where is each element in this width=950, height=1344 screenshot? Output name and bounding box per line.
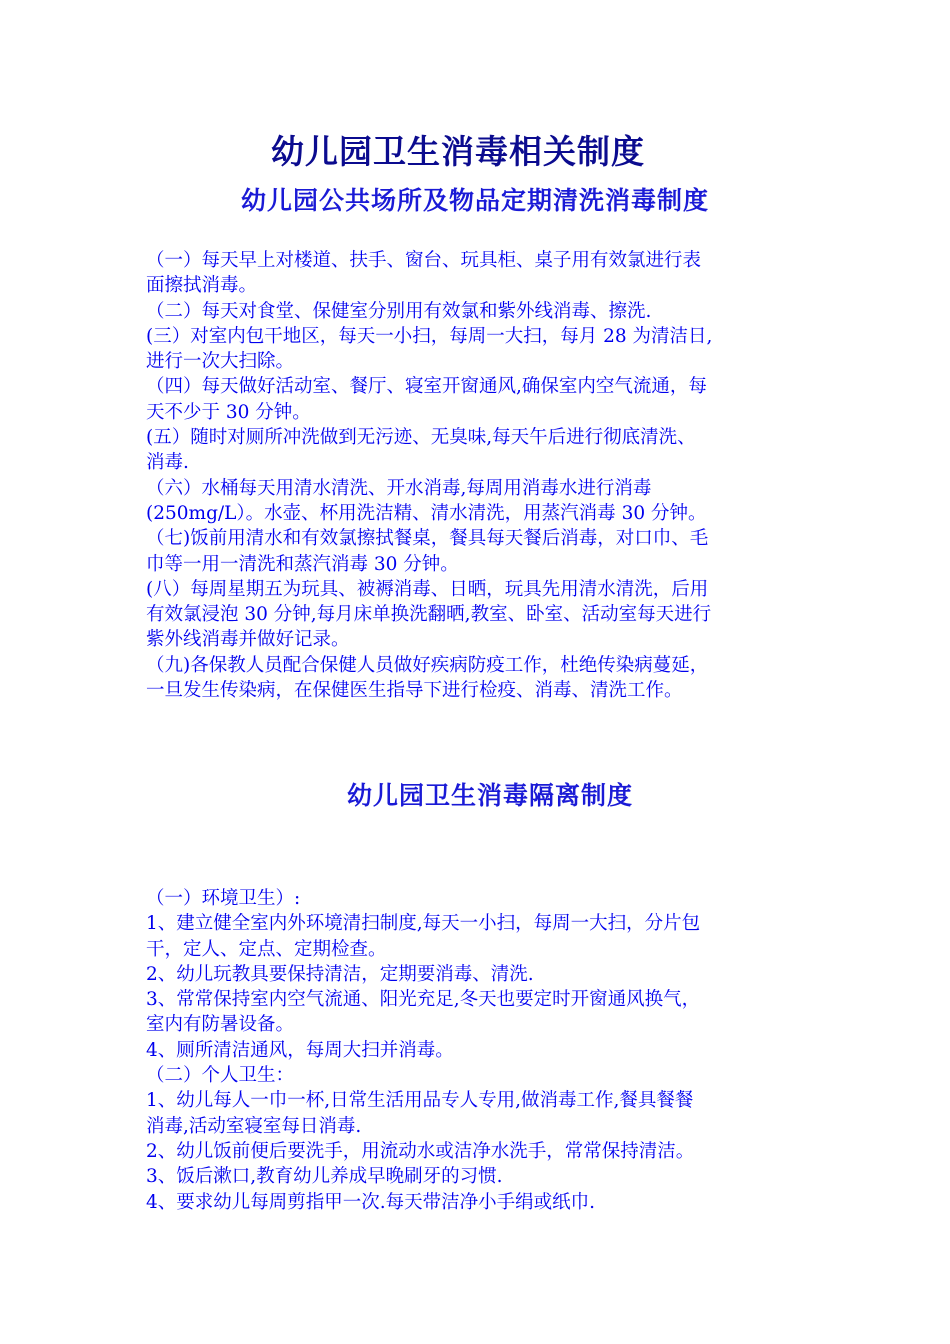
section-1-title: 幼儿园公共场所及物品定期清洗消毒制度 xyxy=(240,186,709,215)
text-line: （九)各保教人员配合保健人员做好疾病防疫工作，杜绝传染病蔓延， xyxy=(146,654,709,676)
text-line: 4、要求幼儿每周剪指甲一次.每天带洁净小手绢或纸巾. xyxy=(146,1191,596,1213)
text-line: （六）水桶每天用清水清洗、开水消毒,每周用消毒水进行消毒 xyxy=(146,477,652,499)
section-2-body xyxy=(146,886,806,1215)
text-line: 1、建立健全室内外环境清扫制度,每天一小扫，每周一大扫，分片包 xyxy=(146,913,701,935)
text-line: （一）每天早上对楼道、扶手、窗台、玩具柜、桌子用有效氯进行表 xyxy=(146,250,702,271)
text-line: (250mg/L）。水壶、杯用洗洁精、清水清洗，用蒸汽消毒 30 分钟。 xyxy=(146,502,707,524)
text-line: 消毒. xyxy=(146,452,189,474)
text-line: 面擦拭消毒。 xyxy=(146,275,258,297)
text-line: (三）对室内包干地区，每天一小扫，每周一大扫，每月 28 为清洁日, xyxy=(146,325,713,347)
text-line: 1、幼儿每人一巾一杯,日常生活用品专人专用,做消毒工作,餐具餐餐 xyxy=(146,1090,694,1112)
text-line: （二）每天对食堂、保健室分别用有效氯和紫外线消毒、擦洗. xyxy=(146,300,652,322)
text-line: 一旦发生传染病，在保健医生指导下进行检疫、消毒、清洗工作。 xyxy=(146,680,683,702)
text-line: 3、饭后漱口,教育幼儿养成早晚刷牙的习惯. xyxy=(146,1166,503,1188)
text-line: 有效氯浸泡 30 分钟,每月床单换洗翻晒,教室、卧室、活动室每天进行 xyxy=(146,604,712,626)
text-line: 消毒,活动室寝室每日消毒. xyxy=(146,1115,362,1137)
text-line: （四）每天做好活动室、餐厅、寝室开窗通风,确保室内空气流通，每 xyxy=(146,376,707,398)
section-1-body xyxy=(146,248,806,703)
text-line: 2、幼儿玩教具要保持清洁，定期要消毒、清洗. xyxy=(146,963,534,985)
text-line: 4、厕所清洁通风，每周大扫并消毒。 xyxy=(146,1039,454,1061)
section-2-title: 幼儿园卫生消毒隔离制度 xyxy=(346,781,633,810)
text-line: (五）随时对厕所冲洗做到无污迹、无臭味,每天午后进行彻底清洗、 xyxy=(146,427,696,449)
text-line: 室内有防暑设备。 xyxy=(146,1014,295,1036)
document-title: 幼儿园卫生消毒相关制度 xyxy=(271,132,645,171)
text-line: 进行一次大扫除。 xyxy=(146,351,295,373)
text-line: 干，定人、定点、定期检查。 xyxy=(146,938,387,960)
text-line: 紫外线消毒并做好记录。 xyxy=(146,629,350,651)
text-line: 天不少于 30 分钟。 xyxy=(146,401,311,423)
text-line: （一）环境卫生）: xyxy=(146,888,301,909)
text-line: （二）个人卫生： xyxy=(146,1065,295,1087)
text-line: 3、常常保持室内空气流通、阳光充足,冬天也要定时开窗通风换气， xyxy=(146,989,701,1011)
text-line: 2、幼儿饭前便后要洗手，用流动水或洁净水洗手，常常保持清洁。 xyxy=(146,1140,695,1162)
text-line: 巾等一用一清洗和蒸汽消毒 30 分钟。 xyxy=(146,553,459,575)
text-line: (八）每周星期五为玩具、被褥消毒、日晒，玩具先用清水清洗，后用 xyxy=(146,578,709,600)
text-line: （七)饭前用清水和有效氯擦拭餐桌，餐具每天餐后消毒，对口巾、毛 xyxy=(146,528,709,550)
